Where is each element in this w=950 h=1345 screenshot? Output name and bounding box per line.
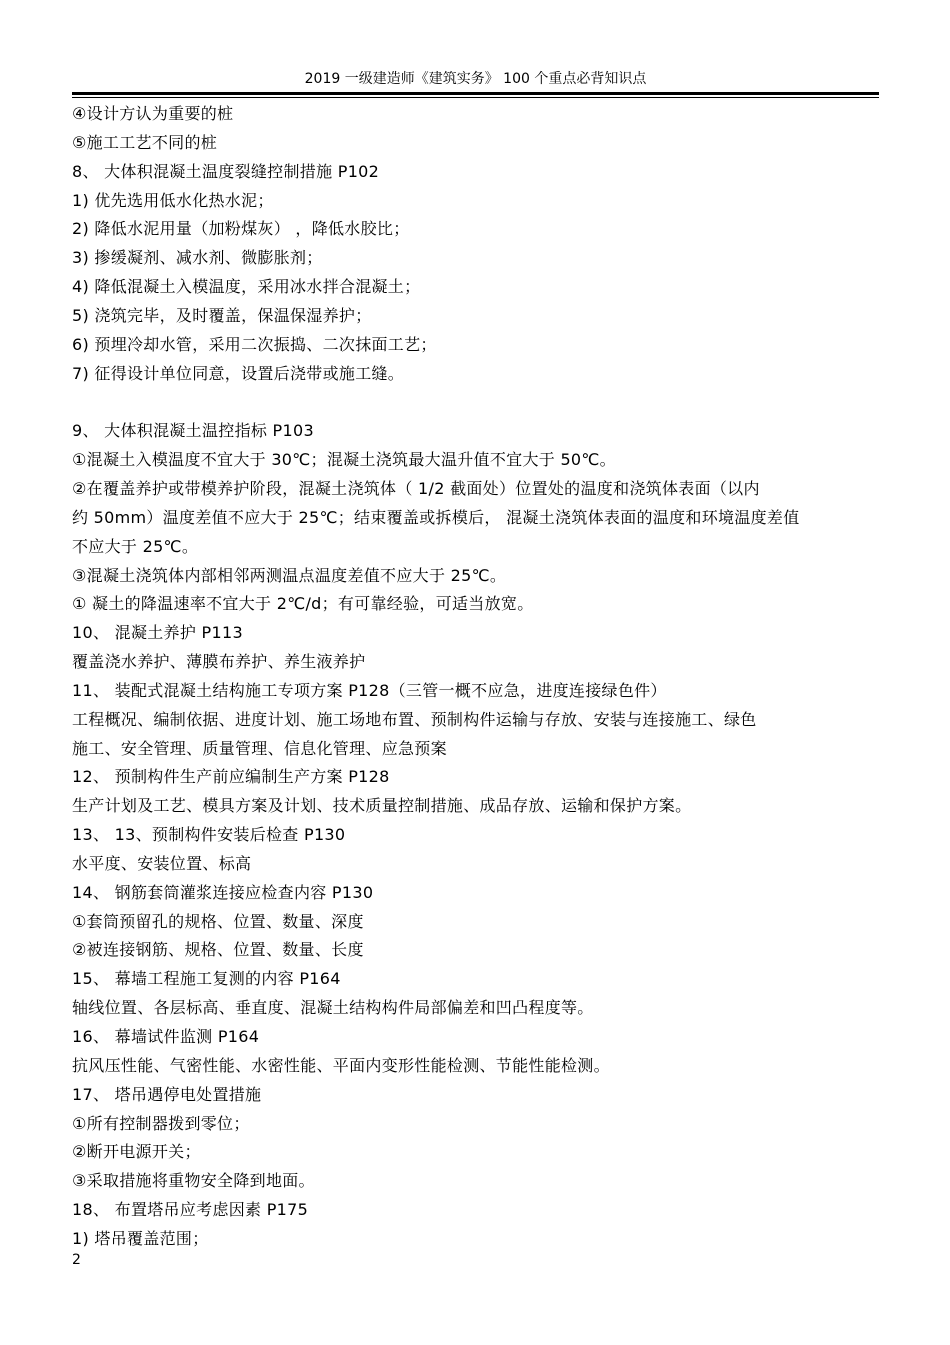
text-line: 水平度、安装位置、标高 (72, 853, 252, 873)
text-line: 5) 浇筑完毕，及时覆盖，保温保湿养护； (72, 305, 372, 325)
text-line: 11、 装配式混凝土结构施工专项方案 P128（三管一概不应急，进度连接绿色件） (72, 680, 667, 700)
text-line: 工程概况、编制依据、进度计划、施工场地布置、预制构件运输与存放、安装与连接施工、绿色 (72, 709, 757, 729)
header-rule-thick (72, 92, 879, 95)
text-line: 不应大于 25℃。 (72, 536, 199, 556)
text-line: 1) 塔吊覆盖范围； (72, 1228, 209, 1248)
text-line: ⑤施工工艺不同的桩 (72, 132, 218, 152)
text-line: 轴线位置、各层标高、垂直度、混凝土结构构件局部偏差和凹凸程度等。 (72, 998, 594, 1018)
text-line: ①所有控制器拨到零位； (72, 1113, 250, 1133)
text-line: 6) 预埋冷却水管，采用二次振捣、二次抹面工艺； (72, 334, 437, 354)
text-line: 12、 预制构件生产前应编制生产方案 P128 (72, 767, 390, 787)
text-line: 1) 优先选用低水化热水泥； (72, 190, 274, 210)
text-line: 生产计划及工艺、模具方案及计划、技术质量控制措施、成品存放、运输和保护方案。 (72, 796, 692, 816)
text-line: ②被连接钢筋、规格、位置、数量、长度 (72, 940, 364, 960)
page-header: 2019 一级建造师《建筑实务》 100 个重点必背知识点 (304, 71, 647, 87)
text-line: 3) 掺缓凝剂、减水剂、微膨胀剂； (72, 248, 323, 268)
text-line: 9、 大体积混凝土温控指标 P103 (72, 421, 314, 441)
text-line: 覆盖浇水养护、薄膜布养护、养生液养护 (72, 652, 366, 672)
text-line: 8、 大体积混凝土温度裂缝控制措施 P102 (72, 161, 380, 181)
text-line: ③混凝土浇筑体内部相邻两测温点温度差值不应大于 25℃。 (72, 565, 507, 585)
text-line: ③采取措施将重物安全降到地面。 (72, 1171, 315, 1191)
text-line: 14、 钢筋套筒灌浆连接应检查内容 P130 (72, 882, 374, 902)
page-number: 2 (72, 1252, 81, 1268)
text-line: 2) 降低水泥用量（加粉煤灰） ，降低水胶比； (72, 219, 410, 239)
text-line: 13、 13、预制构件安装后检查 P130 (72, 825, 346, 845)
text-line: 施工、安全管理、质量管理、信息化管理、应急预案 (72, 738, 447, 758)
header-rule-thin (72, 97, 879, 98)
text-line: 10、 混凝土养护 P113 (72, 623, 243, 643)
document-body (72, 100, 872, 1254)
text-line: ②在覆盖养护或带模养护阶段，混凝土浇筑体（ 1/2 截面处）位置处的温度和浇筑体表面（以内 (72, 478, 760, 498)
text-line: ① 凝土的降温速率不宜大于 2℃/d；有可靠经验，可适当放宽。 (72, 594, 534, 614)
text-line: ①混凝土入模温度不宜大于 30℃；混凝土浇筑最大温升值不宜大于 50℃。 (72, 450, 616, 470)
text-line: ②断开电源开关； (72, 1142, 201, 1162)
text-line: 7) 征得设计单位同意，设置后浇带或施工缝。 (72, 363, 405, 383)
text-line: 17、 塔吊遇停电处置措施 (72, 1084, 262, 1104)
text-line: 抗风压性能、气密性能、水密性能、平面内变形性能检测、节能性能检测。 (72, 1055, 610, 1075)
text-line: ①套筒预留孔的规格、位置、数量、深度 (72, 911, 364, 931)
text-line: 15、 幕墙工程施工复测的内容 P164 (72, 969, 341, 989)
text-line: 约 50mm）温度差值不应大于 25℃；结束覆盖或拆模后， 混凝土浇筑体表面的温度和环境温度差值 (72, 507, 800, 527)
text-line: 4) 降低混凝土入模温度，采用冰水拌合混凝土； (72, 277, 421, 297)
text-line: 18、 布置塔吊应考虑因素 P175 (72, 1200, 309, 1220)
text-line (72, 388, 872, 417)
text-line: 16、 幕墙试件监测 P164 (72, 1027, 260, 1046)
text-line: ④设计方认为重要的桩 (72, 104, 234, 123)
